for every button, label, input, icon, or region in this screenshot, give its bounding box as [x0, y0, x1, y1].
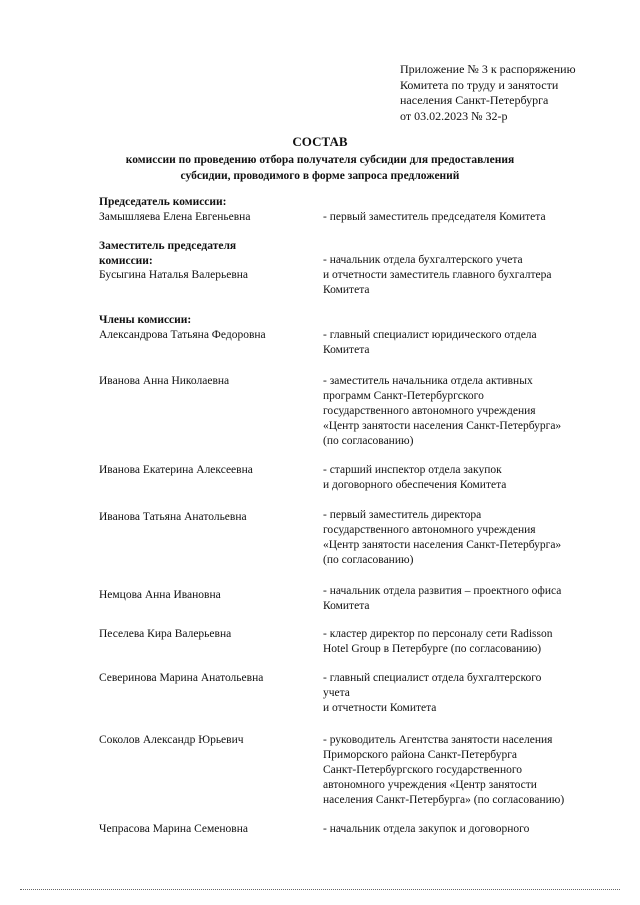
role-line: Комитета [323, 344, 370, 356]
role-line: - старший инспектор отдела закупок [323, 464, 502, 476]
subtitle-line: комиссии по проведению отбора получателя субсидии для предоставления [125, 154, 515, 166]
role-line: - руководитель Агентства занятости населения [323, 734, 553, 746]
role-line: - главный специалист юридического отдела [323, 329, 537, 341]
member-role [323, 627, 552, 657]
appendix-reference [400, 62, 576, 124]
members-heading: Члены комиссии: [99, 314, 192, 326]
member-name: Соколов Александр Юрьевич [99, 734, 244, 746]
appendix-line: от 03.02.2023 № 32-р [400, 108, 508, 123]
role-line: Hotel Group в Петербурге (по согласованию) [323, 643, 542, 655]
member-role [323, 508, 561, 568]
chair-name: Замышляева Елена Евгеньевна [99, 211, 251, 223]
member-name: Северинова Марина Анатольевна [99, 672, 264, 684]
role-line: Комитета [323, 600, 370, 612]
chair-heading: Председатель комиссии: [99, 196, 227, 208]
member-role [323, 463, 506, 493]
member-role [323, 328, 537, 358]
role-line: и договорного обеспечения Комитета [323, 479, 507, 491]
page-edge-divider [20, 889, 620, 890]
role-line: государственного автономного учреждения [323, 524, 536, 536]
role-line: - первый заместитель директора [323, 509, 482, 521]
deputy-heading [99, 239, 236, 268]
role-line: - главный специалист отдела бухгалтерского [323, 672, 542, 684]
appendix-line: Комитета по труду и занятости [400, 77, 559, 92]
role-line: государственного автономного учреждения [323, 405, 536, 417]
role-line: «Центр занятости населения Санкт-Петербурга» [323, 420, 562, 432]
role-line: - первый заместитель председателя Комитета [323, 211, 546, 223]
heading-line: комиссии: [99, 254, 153, 267]
document-subtitle [0, 153, 640, 184]
member-name: Чепрасова Марина Семеновна [99, 823, 248, 835]
member-role [323, 374, 561, 449]
member-role [323, 822, 529, 837]
subtitle-line: субсидии, проводимого в форме запроса предложений [180, 169, 460, 182]
role-line: «Центр занятости населения Санкт-Петербурга» [323, 539, 562, 551]
role-line: - заместитель начальника отдела активных [323, 375, 533, 387]
appendix-line: населения Санкт-Петербурга [400, 93, 549, 107]
member-name: Песелева Кира Валерьевна [99, 628, 232, 640]
role-line: - начальник отдела закупок и договорного [323, 823, 530, 835]
member-name: Немцова Анна Ивановна [99, 589, 221, 601]
role-line: Приморского района Санкт-Петербурга [323, 749, 518, 761]
role-line: и отчетности Комитета [323, 702, 437, 714]
member-name: Иванова Екатерина Алексеевна [99, 464, 253, 476]
role-line: автономного учреждения «Центр занятости [323, 779, 537, 791]
role-line: Комитета [323, 284, 370, 296]
document-title: СОСТАВ [292, 134, 348, 149]
member-name: Иванова Татьяна Анатольевна [99, 511, 247, 523]
role-line: населения Санкт-Петербурга» (по согласованию) [323, 794, 565, 806]
appendix-line: Приложение № 3 к распоряжению [400, 62, 576, 76]
role-line: - кластер директор по персоналу сети Radisson [323, 628, 553, 640]
member-role [323, 733, 564, 808]
member-name: Иванова Анна Николаевна [99, 375, 230, 387]
role-line: Санкт-Петербургского государственного [323, 764, 523, 776]
member-name: Александрова Татьяна Федоровна [99, 329, 266, 341]
deputy-role [323, 253, 551, 298]
role-line: и отчетности заместитель главного бухгалтера [323, 269, 552, 281]
member-role [323, 671, 541, 716]
role-line: - начальник отдела развития – проектного офиса [323, 585, 562, 597]
role-line: (по согласованию) [323, 554, 414, 566]
role-line: (по согласованию) [323, 435, 414, 447]
role-line: программ Санкт-Петербургского [323, 390, 484, 402]
role-line: - начальник отдела бухгалтерского учета [323, 254, 523, 266]
role-line: учета [323, 687, 350, 699]
heading-line: Заместитель председателя [99, 240, 237, 252]
deputy-name: Бусыгина Наталья Валерьевна [99, 269, 249, 281]
chair-role [323, 210, 546, 225]
member-role [323, 584, 561, 614]
